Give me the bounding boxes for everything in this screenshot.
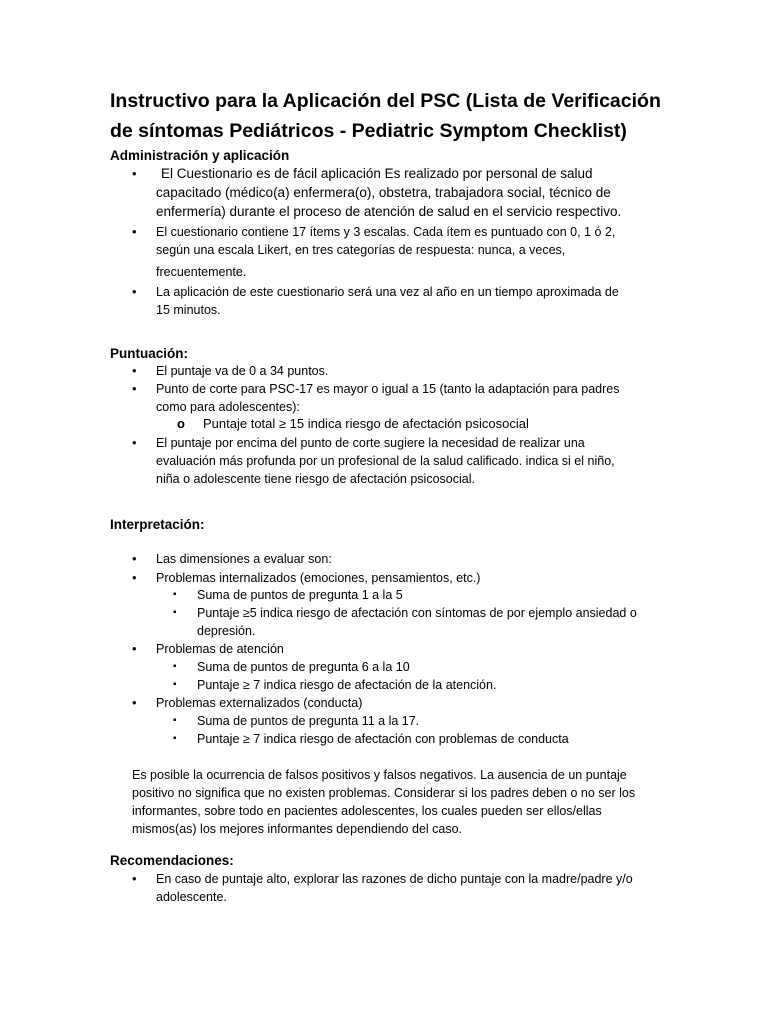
bullet-square: ▪	[173, 607, 177, 618]
bullet-disc: •	[132, 435, 137, 450]
interpretacion-item3-sub1: Suma de puntos de pregunta 6 a la 10	[197, 660, 410, 674]
interpretacion-item2-sub1: Suma de puntos de pregunta 1 a la 5	[197, 588, 403, 602]
puntuacion-item3-line3: niña o adolescente tiene riesgo de afectación psicosocial.	[156, 472, 475, 486]
bullet-square: ▪	[173, 661, 177, 672]
interpretacion-item4-sub2: Puntaje ≥ 7 indica riesgo de afectación con problemas de conducta	[197, 732, 569, 746]
puntuacion-sub1: Puntaje total ≥ 15 indica riesgo de afectación psicosocial	[203, 416, 529, 431]
admin-item3-line1: La aplicación de este cuestionario será una vez al año en un tiempo aproximada de	[156, 285, 619, 299]
bullet-disc: •	[132, 695, 137, 710]
bullet-disc: •	[132, 381, 137, 396]
interpretacion-paragraph-line4: mismos(as) los mejores informantes dependiendo del caso.	[132, 822, 463, 836]
bullet-square: ▪	[173, 715, 177, 726]
interpretacion-item4: Problemas externalizados (conducta)	[156, 696, 363, 710]
interpretacion-paragraph-line3: informantes, sobre todo en pacientes adolescentes, los cuales pueden ser ellos/ellas	[132, 804, 602, 818]
interpretacion-item3: Problemas de atención	[156, 642, 284, 656]
bullet-square: ▪	[173, 679, 177, 690]
puntuacion-item2-line2: como para adolescentes):	[156, 400, 300, 414]
interpretacion-item2: Problemas internalizados (emociones, pensamientos, etc.)	[156, 571, 481, 585]
puntuacion-item1: El puntaje va de 0 a 34 puntos.	[156, 364, 329, 378]
recomendaciones-item1-line2: adolescente.	[156, 890, 227, 904]
interpretacion-item3-sub2: Puntaje ≥ 7 indica riesgo de afectación de la atención.	[197, 678, 497, 692]
admin-item2-line1: El cuestionario contiene 17 ítems y 3 escalas. Cada ítem es puntuado con 0, 1 ó 2,	[156, 225, 616, 239]
interpretacion-item2-sub2-line1: Puntaje ≥5 indica riesgo de afectación con síntomas de por ejemplo ansiedad o	[197, 606, 637, 620]
bullet-disc: •	[132, 363, 137, 378]
interpretacion-item2-sub2-line2: depresión.	[197, 624, 256, 638]
section-heading-recomendaciones: Recomendaciones:	[110, 853, 234, 868]
admin-item3-line2: 15 minutos.	[156, 303, 221, 317]
admin-item1-line1: El Cuestionario es de fácil aplicación Es realizado por personal de salud	[161, 166, 593, 181]
bullet-disc: •	[132, 641, 137, 656]
admin-item2-line3: frecuentemente.	[156, 265, 247, 279]
bullet-square: ▪	[173, 733, 177, 744]
bullet-disc: •	[132, 871, 137, 886]
interpretacion-paragraph-line1: Es posible la ocurrencia de falsos positivos y falsos negativos. La ausencia de un puntaje	[132, 768, 627, 782]
bullet-disc: •	[132, 284, 137, 299]
admin-item2-line2: según una escala Likert, en tres categorías de respuesta: nunca, a veces,	[156, 243, 566, 257]
interpretacion-item1: Las dimensiones a evaluar son:	[156, 552, 332, 566]
bullet-square: ▪	[173, 589, 177, 600]
puntuacion-item2-line1: Punto de corte para PSC-17 es mayor o igual a 15 (tanto la adaptación para padres	[156, 382, 620, 396]
admin-item1-line2: capacitado (médico(a) enfermera(o), obstetra, trabajadora social, técnico de	[156, 185, 611, 200]
recomendaciones-item1-line1: En caso de puntaje alto, explorar las razones de dicho puntaje con la madre/padre y/o	[156, 872, 633, 886]
bullet-disc: •	[132, 570, 137, 585]
document-title: Instructivo para la Aplicación del PSC (Lista de Verificación de síntomas Pediátricos - Pediatric Symptom Checklist)	[110, 90, 661, 142]
interpretacion-paragraph-line2: positivo no significa que no existen problemas. Considerar si los padres deben o no ser los	[132, 786, 636, 800]
bullet-disc: •	[132, 551, 137, 566]
puntuacion-item3-line1: El puntaje por encima del punto de corte sugiere la necesidad de realizar una	[156, 436, 585, 450]
interpretacion-item4-sub1: Suma de puntos de pregunta 11 a la 17.	[197, 714, 420, 728]
section-heading-interpretacion: Interpretación:	[110, 517, 205, 532]
puntuacion-item3-line2: evaluación más profunda por un profesional de la salud calificado. indica si el niño,	[156, 454, 615, 468]
admin-item1-line3: enfermería) durante el proceso de atención de salud en el servicio respectivo.	[156, 204, 622, 219]
section-heading-administracion: Administración y aplicación	[110, 148, 290, 163]
bullet-circle: o	[177, 416, 185, 431]
bullet-disc: •	[132, 166, 137, 181]
section-heading-puntuacion: Puntuación:	[110, 346, 188, 361]
bullet-disc: •	[132, 224, 137, 239]
